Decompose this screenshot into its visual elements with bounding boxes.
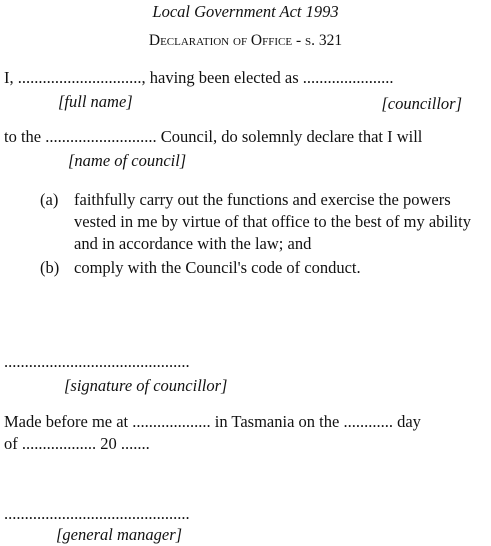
signature-label: [signature of councillor] [64, 376, 228, 395]
clause-b-marker: (b) [40, 258, 60, 277]
made-before-line-2: of .................. 20 ....... [4, 434, 150, 453]
signature-line: ............................................. [4, 352, 190, 371]
manager-label: [general manager] [56, 525, 183, 544]
clause-a-line: and in accordance with the law; and [74, 234, 312, 253]
clause-a-marker: (a) [40, 190, 59, 209]
councillor-label: [councillor] [381, 94, 462, 113]
clause-a-line: vested in me by virtue of that office to the best of my ability [74, 212, 471, 231]
declaration-line-2: to the ........................... Council, do solemnly declare that I will [4, 127, 423, 146]
full-name-label: [full name] [58, 92, 133, 111]
made-before-line-1: Made before me at ................... in Tasmania on the ............ day [4, 412, 421, 431]
council-name-label: [name of council] [68, 151, 187, 170]
act-title: Local Government Act 1993 [152, 2, 339, 21]
clause-a-line: faithfully carry out the functions and exercise the powers [74, 190, 451, 209]
manager-signature-line: ............................................. [4, 504, 190, 523]
declaration-heading: Declaration of Office - s. 321 [148, 32, 343, 49]
declaration-line-1: I, .............................., having been elected as ...................... [4, 68, 394, 87]
clause-b-line: comply with the Council's code of conduct. [74, 258, 361, 277]
